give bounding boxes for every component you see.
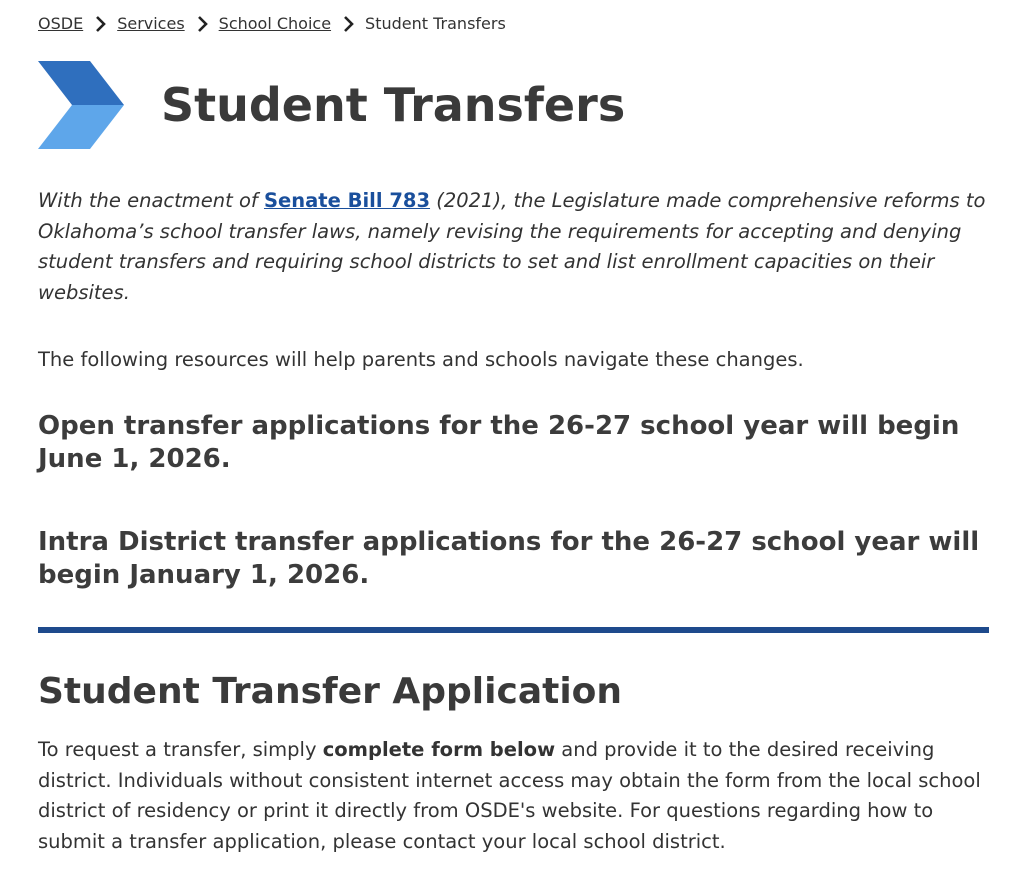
senate-bill-link[interactable]: Senate Bill 783 — [263, 189, 431, 212]
open-transfer-notice: Open transfer applications for the 26-27 school year will begin June 1, 2026. — [38, 411, 960, 474]
resources-text: The following resources will help parents and schools navigate these changes. — [38, 348, 804, 371]
breadcrumb-current: Student Transfers — [365, 14, 506, 33]
breadcrumb-link-osde[interactable]: OSDE — [38, 14, 84, 33]
section-divider — [38, 627, 989, 633]
intra-district-notice: Intra District transfer applications for the 26-27 school year will begin January 1, 2026. — [38, 527, 980, 590]
chevron-right-icon — [339, 14, 359, 34]
application-paragraph — [38, 735, 990, 857]
intro-prefix: With the enactment of — [38, 189, 258, 212]
chevron-right-icon — [193, 14, 213, 34]
chevron-right-icon — [91, 14, 111, 34]
intro-suffix: (2021), the Legislature made comprehensive reforms to Oklahoma’s school transfer laws, namely revising the requirements for accepting and denying student transfers and requiring school districts to set and list enrollment capacities on their websites. — [38, 189, 986, 304]
breadcrumb-link-school-choice[interactable]: School Choice — [218, 14, 332, 33]
application-text-after: and provide it to the desired receiving district. Individuals without consistent internet access may obtain the form from the local school district of residency or print it directly from OSDE's website. For questions regarding how to submit a transfer application, please contact your local school district. — [38, 738, 981, 853]
breadcrumb-link-services[interactable]: Services — [117, 14, 185, 33]
page-title: Student Transfers — [161, 78, 626, 132]
application-text-bold: complete form below — [322, 738, 556, 761]
application-text-before: To request a transfer, simply — [38, 738, 317, 761]
breadcrumb — [38, 14, 506, 34]
intro-paragraph — [38, 186, 990, 308]
page-header — [38, 60, 625, 150]
chevron-logo-icon — [38, 61, 126, 149]
application-section-title: Student Transfer Application — [38, 671, 623, 712]
